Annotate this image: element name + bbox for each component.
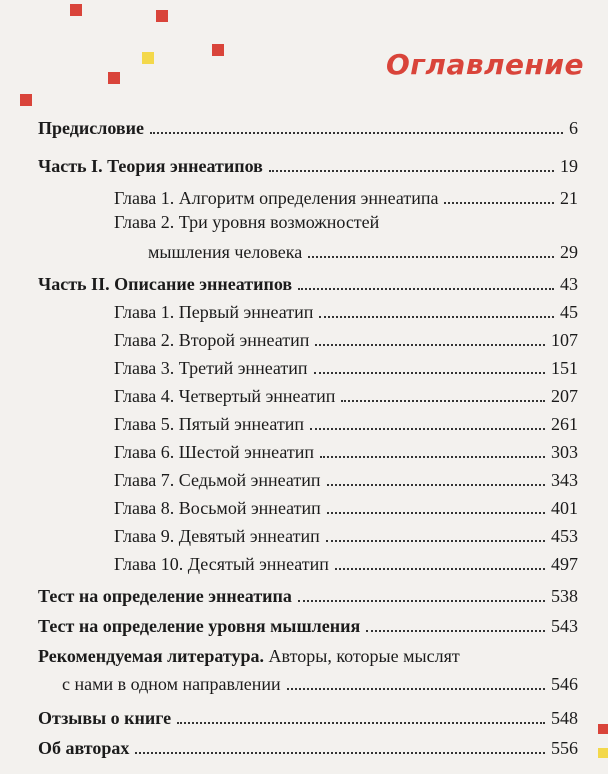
leader-dots bbox=[314, 371, 545, 374]
leader-dots bbox=[444, 201, 554, 204]
toc-entry-label: Тест на определение эннеатипа bbox=[38, 586, 292, 606]
toc-entry-page: 207 bbox=[551, 386, 578, 406]
toc-entry-page: 107 bbox=[551, 330, 578, 350]
leader-dots bbox=[320, 455, 545, 458]
leader-dots bbox=[177, 721, 545, 724]
toc-entry[interactable] bbox=[38, 702, 578, 728]
toc-entry[interactable] bbox=[38, 668, 578, 694]
decor-square bbox=[70, 4, 82, 16]
leader-dots bbox=[308, 255, 554, 258]
toc-entry[interactable] bbox=[38, 732, 578, 758]
decor-square bbox=[108, 72, 120, 84]
leader-dots bbox=[366, 629, 545, 632]
decor-square bbox=[598, 724, 608, 734]
toc-entry-label: Глава 1. Первый эннеатип bbox=[114, 302, 314, 322]
page-title: Оглавление bbox=[386, 48, 585, 81]
toc-entry-label: Рекомендуемая литература. bbox=[38, 646, 265, 666]
toc-entry-label: Глава 2. Второй эннеатип bbox=[114, 330, 310, 350]
toc-entry[interactable] bbox=[38, 324, 578, 350]
toc-entry-label: Глава 5. Пятый эннеатип bbox=[114, 414, 305, 434]
toc-entry[interactable] bbox=[38, 112, 578, 138]
toc-entry-label-rest: Авторы, которые мыслят bbox=[264, 646, 460, 666]
leader-dots bbox=[315, 343, 545, 346]
decor-square bbox=[156, 10, 168, 22]
toc-entry-page: 543 bbox=[551, 616, 578, 636]
toc-entry[interactable] bbox=[38, 268, 578, 294]
toc-entry-page: 303 bbox=[551, 442, 578, 462]
toc-entry-page: 19 bbox=[560, 156, 578, 176]
toc-entry[interactable] bbox=[38, 548, 578, 574]
toc-entry-page: 548 bbox=[551, 708, 578, 728]
toc-entry-page: 45 bbox=[560, 302, 578, 322]
toc-entry-page: 29 bbox=[560, 242, 578, 262]
decor-square bbox=[142, 52, 154, 64]
toc-entry-label: Часть I. Теория эннеатипов bbox=[38, 156, 263, 176]
toc-entry[interactable] bbox=[38, 492, 578, 518]
leader-dots bbox=[327, 511, 545, 514]
toc-entry-label: Об авторах bbox=[38, 738, 130, 758]
toc-entry-label: Глава 6. Шестой эннеатип bbox=[114, 442, 314, 462]
toc-entry-page: 401 bbox=[551, 498, 578, 518]
toc-entry[interactable] bbox=[38, 150, 578, 176]
leader-dots bbox=[269, 169, 554, 172]
toc-entry-page: 556 bbox=[551, 738, 578, 758]
toc-entry-label: Глава 10. Десятый эннеатип bbox=[114, 554, 329, 574]
toc-entry-label: Глава 3. Третий эннеатип bbox=[114, 358, 308, 378]
leader-dots bbox=[341, 399, 545, 402]
leader-dots bbox=[319, 315, 554, 318]
toc-entry-label: Предисловие bbox=[38, 118, 144, 138]
toc-entry[interactable] bbox=[38, 520, 578, 546]
toc-entry-page: 538 bbox=[551, 586, 578, 606]
leader-dots bbox=[287, 687, 545, 690]
leader-dots bbox=[298, 287, 554, 290]
toc-entry-page: 497 bbox=[551, 554, 578, 574]
toc-entry-page: 546 bbox=[551, 674, 578, 694]
toc-entry[interactable] bbox=[38, 182, 578, 208]
toc-entry-page: 43 bbox=[560, 274, 578, 294]
toc-entry[interactable] bbox=[38, 380, 578, 406]
toc-entry-label-cont: мышления человека bbox=[148, 242, 303, 262]
toc-entry[interactable] bbox=[38, 436, 578, 462]
leader-dots bbox=[310, 427, 545, 430]
toc-entry-label: Тест на определение уровня мышления bbox=[38, 616, 361, 636]
toc-entry-label: Глава 2. Три уровня возможностей bbox=[114, 212, 380, 232]
toc-entry[interactable] bbox=[38, 408, 578, 434]
decor-square bbox=[212, 44, 224, 56]
decor-square bbox=[20, 94, 32, 106]
leader-dots bbox=[335, 567, 545, 570]
decor-square bbox=[598, 748, 608, 758]
toc-entry-page: 261 bbox=[551, 414, 578, 434]
toc-entry[interactable] bbox=[38, 236, 578, 262]
toc-entry-label: Глава 4. Четвертый эннеатип bbox=[114, 386, 336, 406]
toc-entry-page: 6 bbox=[569, 118, 578, 138]
toc-entry-label: Часть II. Описание эннеатипов bbox=[38, 274, 293, 294]
leader-dots bbox=[150, 131, 563, 134]
toc-entry-label: Глава 1. Алгоритм определения эннеатипа bbox=[114, 188, 439, 208]
toc-entry[interactable] bbox=[38, 610, 578, 636]
toc-entry[interactable] bbox=[38, 352, 578, 378]
toc-entry[interactable] bbox=[38, 464, 578, 490]
toc-entry-page: 453 bbox=[551, 526, 578, 546]
leader-dots bbox=[326, 539, 545, 542]
toc-entry-label: Глава 7. Седьмой эннеатип bbox=[114, 470, 321, 490]
toc-entry-label: Глава 8. Восьмой эннеатип bbox=[114, 498, 321, 518]
leader-dots bbox=[327, 483, 546, 486]
toc-entry-label-line bbox=[38, 646, 460, 667]
toc-entry-label: Отзывы о книге bbox=[38, 708, 172, 728]
toc-entry-label: Глава 9. Девятый эннеатип bbox=[114, 526, 320, 546]
leader-dots bbox=[298, 599, 545, 602]
toc-entry-page: 21 bbox=[560, 188, 578, 208]
toc-entry[interactable] bbox=[38, 296, 578, 322]
toc-entry[interactable] bbox=[38, 580, 578, 606]
toc-entry-page: 343 bbox=[551, 470, 578, 490]
toc-entry-page: 151 bbox=[551, 358, 578, 378]
toc-entry-label-cont: с нами в одном направлении bbox=[62, 674, 281, 694]
leader-dots bbox=[135, 751, 545, 754]
